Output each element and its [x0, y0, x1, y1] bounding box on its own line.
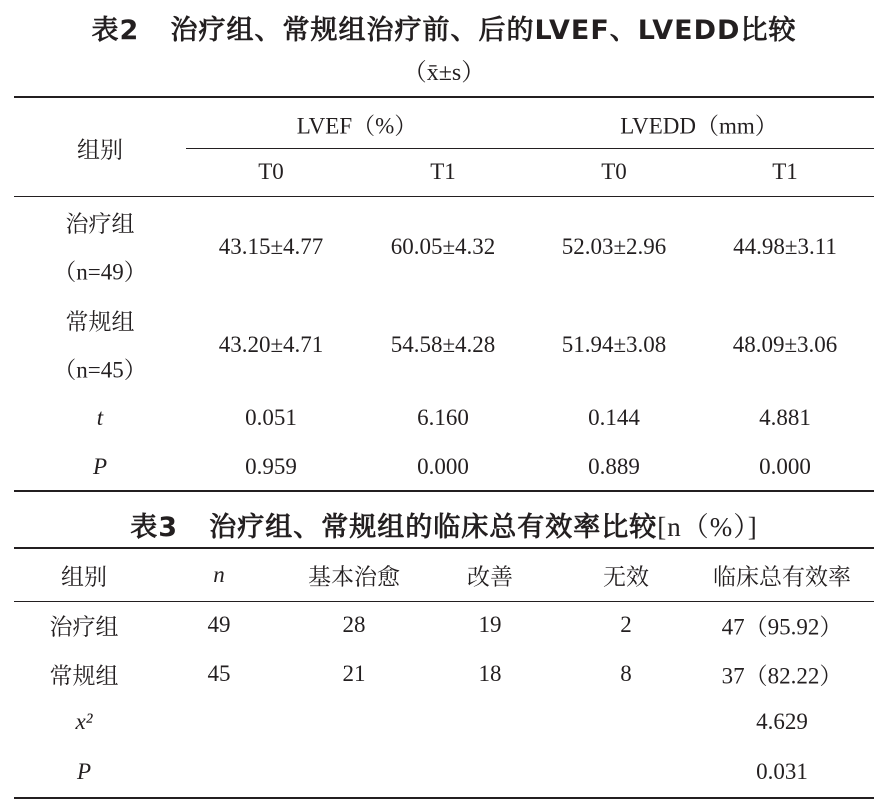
table2-row4-c4: 0.000 — [759, 454, 811, 479]
table3-row1-total-rate: 47（95.92） — [721, 614, 843, 640]
table3-row3-stat: x² — [75, 709, 93, 734]
table3-row1-group: 治疗组 — [49, 614, 119, 641]
table2-label: 表2 — [91, 15, 140, 46]
table3-header-group: 组别 — [61, 564, 107, 591]
table2-header-t0-lvedd: T0 — [601, 159, 627, 184]
table2-top-rule — [14, 96, 874, 98]
table2-row1-c4: 44.98±3.11 — [733, 234, 837, 259]
table2-row2-group: 常规组 — [65, 309, 135, 336]
table2-row2-c4: 48.09±3.06 — [732, 332, 838, 357]
table2-row2-c1: 43.20±4.71 — [218, 332, 324, 357]
table2-row3-c3: 0.144 — [588, 405, 640, 430]
table2-row1-n: （n=49） — [53, 259, 147, 285]
table3-row2-cured: 21 — [342, 661, 366, 686]
table2-header-t0-lvef: T0 — [258, 159, 284, 184]
table2-row2-c3: 51.94±3.08 — [561, 332, 667, 357]
table2-header-rule — [14, 196, 874, 197]
table3-title — [0, 505, 888, 544]
table2-row2-c2: 54.58±4.28 — [390, 332, 496, 357]
table3-header-rule — [14, 601, 874, 602]
table3-row2-group: 常规组 — [49, 663, 119, 690]
table2-row3-c1: 0.051 — [245, 405, 297, 430]
table2-row1-c3: 52.03±2.96 — [561, 234, 667, 259]
table2-row1-group: 治疗组 — [65, 211, 135, 238]
table2-row3-stat: t — [96, 405, 104, 430]
table3-bottom-rule — [14, 797, 874, 799]
table2-row1-c1: 43.15±4.77 — [218, 234, 324, 259]
table2-row4-c3: 0.889 — [588, 454, 640, 479]
table2-row4-c2: 0.000 — [417, 454, 469, 479]
table3-header-ineffective: 无效 — [603, 564, 649, 591]
table3-top-rule — [14, 547, 874, 549]
table3-header-n: n — [213, 562, 225, 587]
table3-title-suffix: [n（%）] — [657, 512, 758, 542]
table2-row3-c4: 4.881 — [759, 405, 811, 430]
table2-subtitle-text: （x̄±s） — [402, 60, 486, 86]
table2-header-group: 组别 — [77, 137, 123, 164]
table3-label: 表3 — [130, 512, 179, 543]
table2-group-rule — [186, 148, 874, 149]
table2-title-text: 治疗组、常规组治疗前、后的LVEF、LVEDD比较 — [170, 15, 797, 46]
table2-header-lvef: LVEF（%） — [296, 113, 418, 139]
table2-header-t1-lvef: T1 — [430, 159, 456, 184]
table3-row1-cured: 28 — [342, 612, 366, 637]
table2-header-t1-lvedd: T1 — [772, 159, 798, 184]
table2-bottom-rule — [14, 490, 874, 492]
table3-row2-improved: 18 — [478, 661, 502, 686]
table2-row2-n: （n=45） — [53, 357, 147, 383]
table3-row1-ineffective: 2 — [620, 612, 632, 637]
table2-row4-c1: 0.959 — [245, 454, 297, 479]
table3-row2-n: 45 — [207, 661, 231, 686]
table3-row4-stat: P — [76, 759, 92, 784]
table3-row2-total-rate: 37（82.22） — [721, 663, 843, 689]
table3-row3-total-rate: 4.629 — [756, 709, 808, 734]
table2-subtitle — [0, 52, 888, 87]
table3-title-text: 治疗组、常规组的临床总有效率比较 — [209, 512, 658, 543]
table3-header-improved: 改善 — [467, 564, 513, 591]
table3-header-total-rate: 临床总有效率 — [713, 564, 851, 591]
table3-row4-total-rate: 0.031 — [756, 759, 808, 784]
table3-header-cured: 基本治愈 — [308, 564, 400, 591]
table2-title — [0, 8, 888, 47]
table2-header-lvedd: LVEDD（mm） — [620, 113, 778, 139]
table2-row4-stat: P — [92, 454, 108, 479]
table2-row1-c2: 60.05±4.32 — [390, 234, 496, 259]
table3-row1-improved: 19 — [478, 612, 502, 637]
table2-row3-c2: 6.160 — [417, 405, 469, 430]
table3-row1-n: 49 — [207, 612, 231, 637]
table3-row2-ineffective: 8 — [620, 661, 632, 686]
